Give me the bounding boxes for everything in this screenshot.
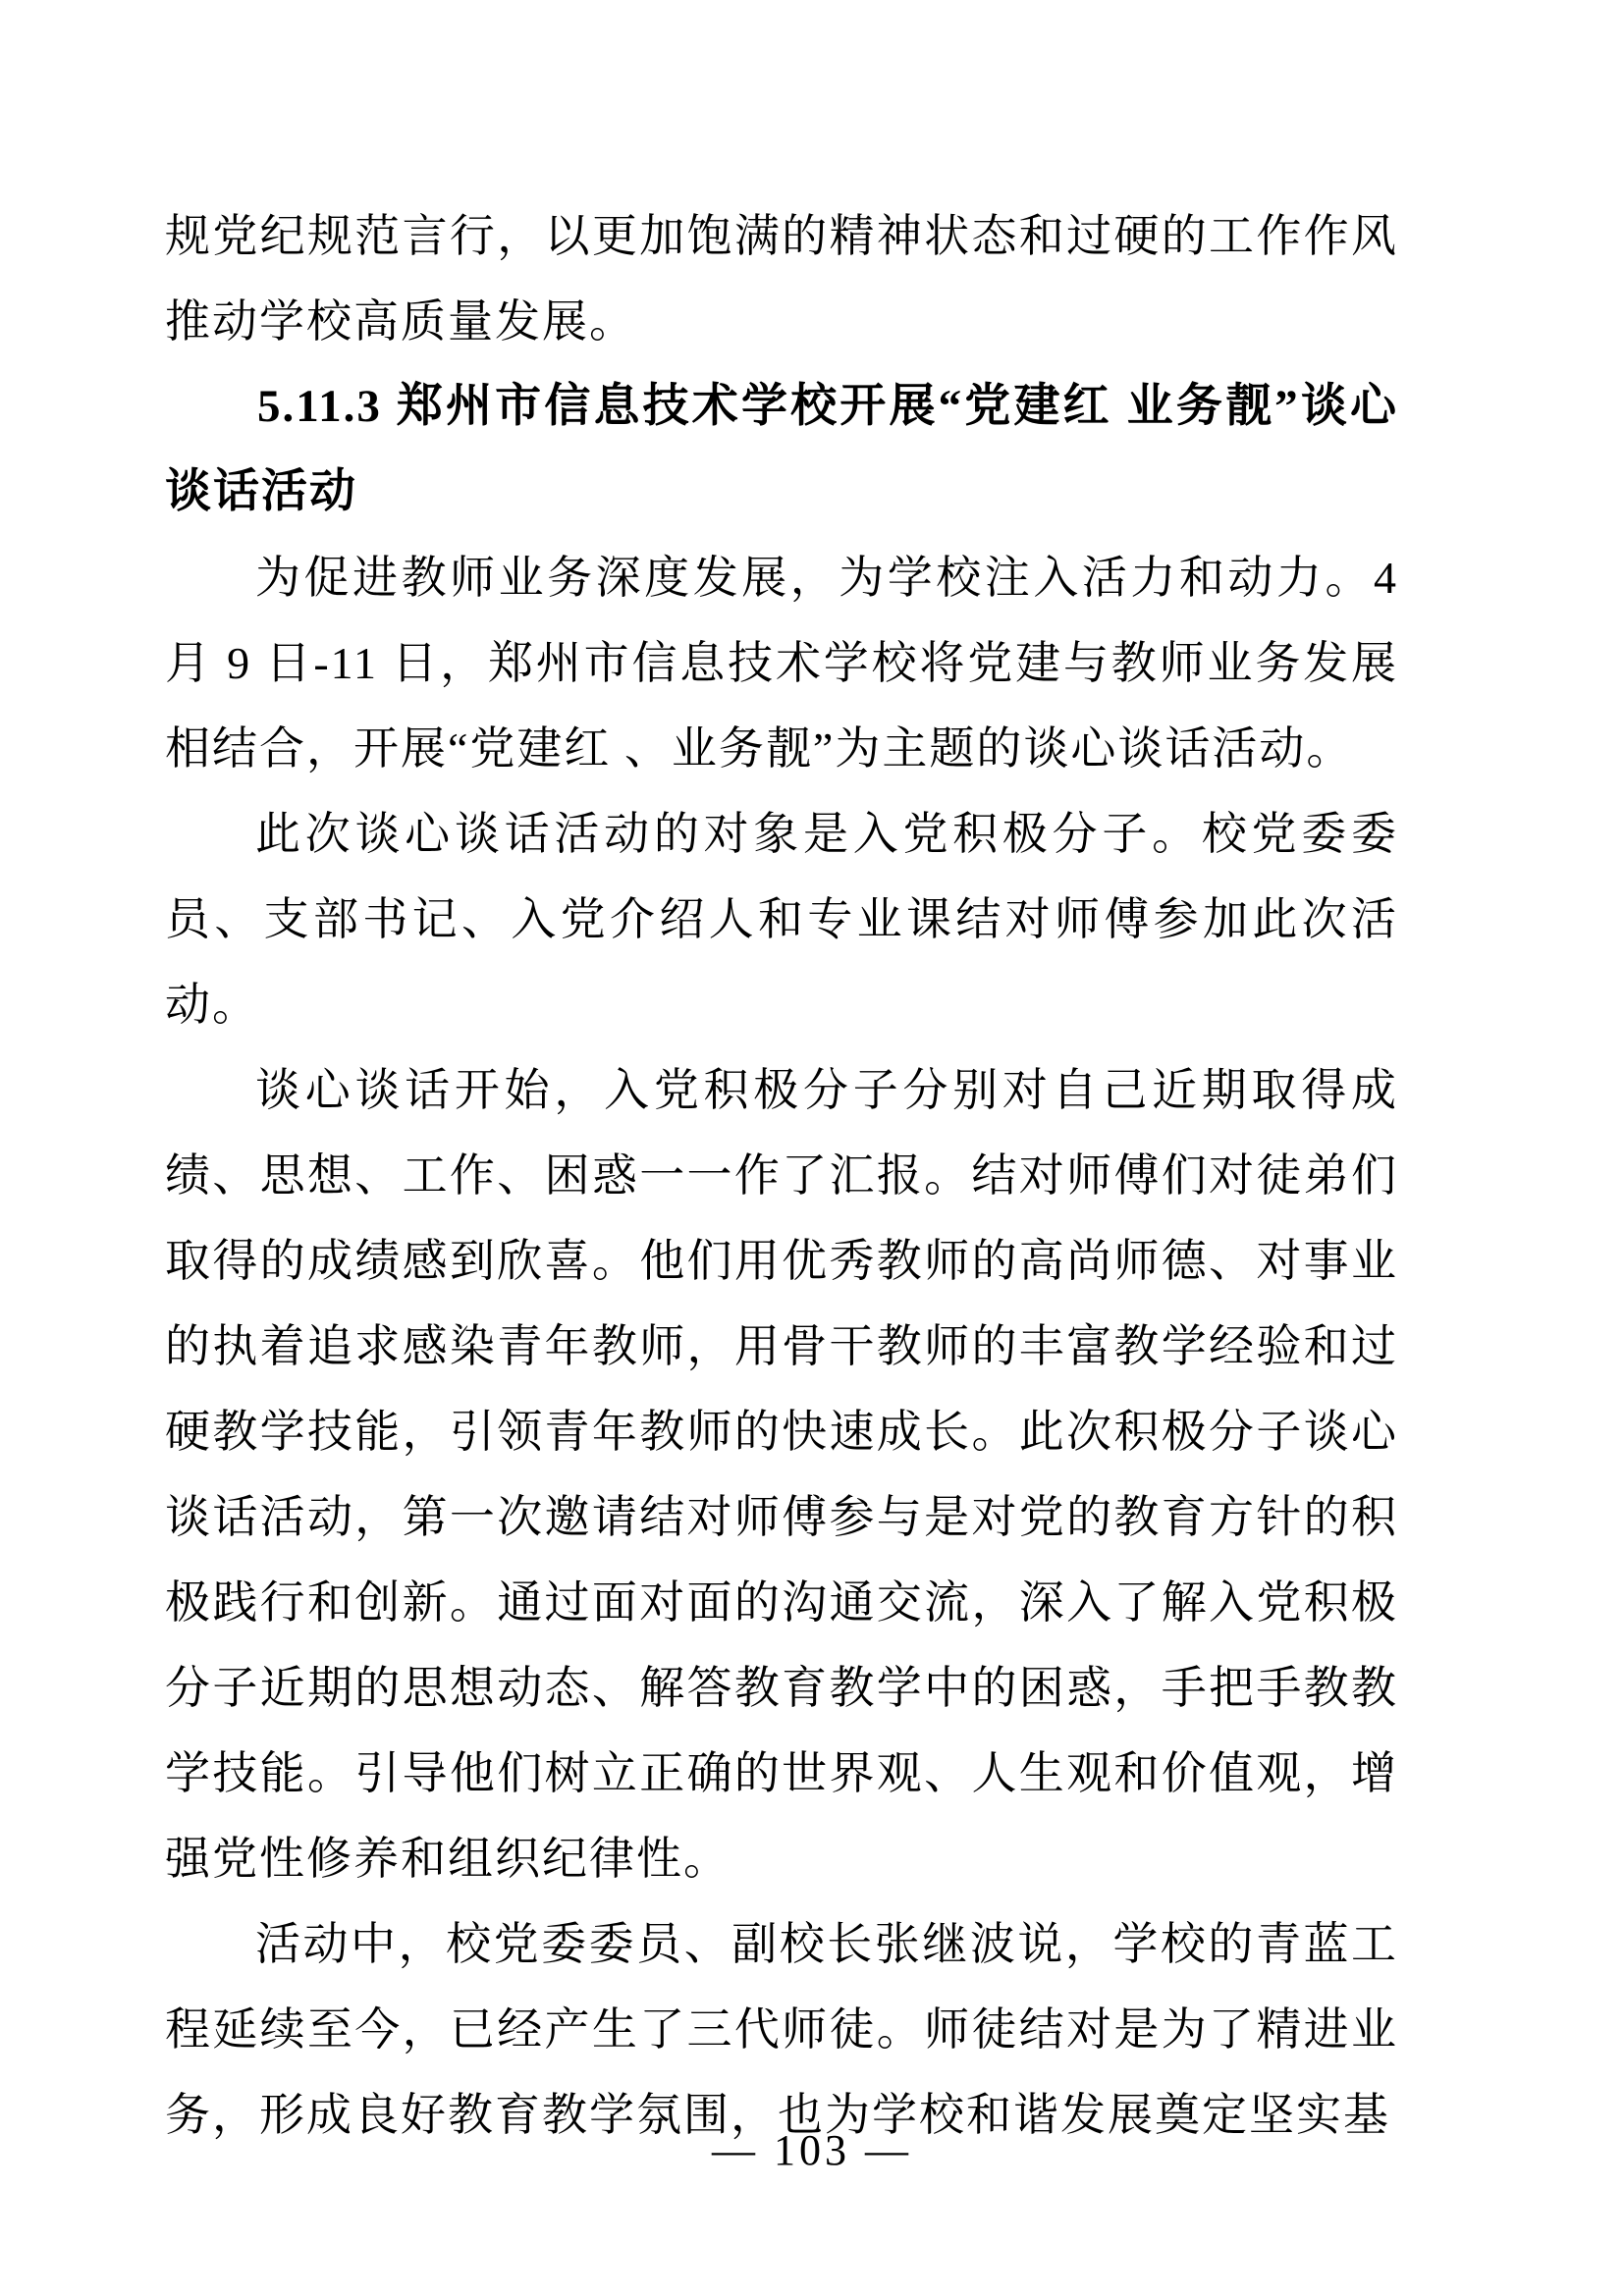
paragraph: 此次谈心谈话活动的对象是入党积极分子。校党委委员、支部书记、入党介绍人和专业课结对师傅参加此次活动。 <box>165 809 1398 1030</box>
paragraph-continuation: 规党纪规范言行，以更加饱满的精神状态和过硬的工作作风推动学校高质量发展。 <box>165 211 1398 347</box>
paragraph: 活动中，校党委委员、副校长张继波说，学校的青蓝工程延续至今，已经产生了三代师徒。师徒结对是为了精进业务，形成良好教育教学氛围，也为学校和谐发展奠定坚实基 <box>165 1919 1398 2140</box>
section-heading: 5.11.3 郑州市信息技术学校开展“党建红 业务靓”谈心谈话活动 <box>165 381 1398 517</box>
page-number: — 103 — <box>712 2126 912 2174</box>
paragraph: 谈心谈话开始，入党积极分子分别对自己近期取得成绩、思想、工作、困惑一一作了汇报。结对师傅们对徒弟们取得的成绩感到欣喜。他们用优秀教师的高尚师德、对事业的执着追求感染青年教师，用骨干教师的丰富教学经验和过硬教学技能，引领青年教师的快速成长。此次积极分子谈心谈话活动，第一次邀请结对师傅参与是对党的教育方针的积极践行和创新。通过面对面的沟通交流，深入了解入党积极分子近期的思想动态、解答教育教学中的困惑，手把手教教学技能。引导他们树立正确的世界观、人生观和价值观，增强党性修养和组织纪律性。 <box>165 1065 1398 1884</box>
document-body <box>165 193 1398 2158</box>
paragraph: 为促进教师业务深度发展，为学校注入活力和动力。4 月 9 日-11 日，郑州市信息技术学校将党建与教师业务发展相结合，开展“党建红 、业务靓”为主题的谈心谈话活动。 <box>165 553 1398 774</box>
